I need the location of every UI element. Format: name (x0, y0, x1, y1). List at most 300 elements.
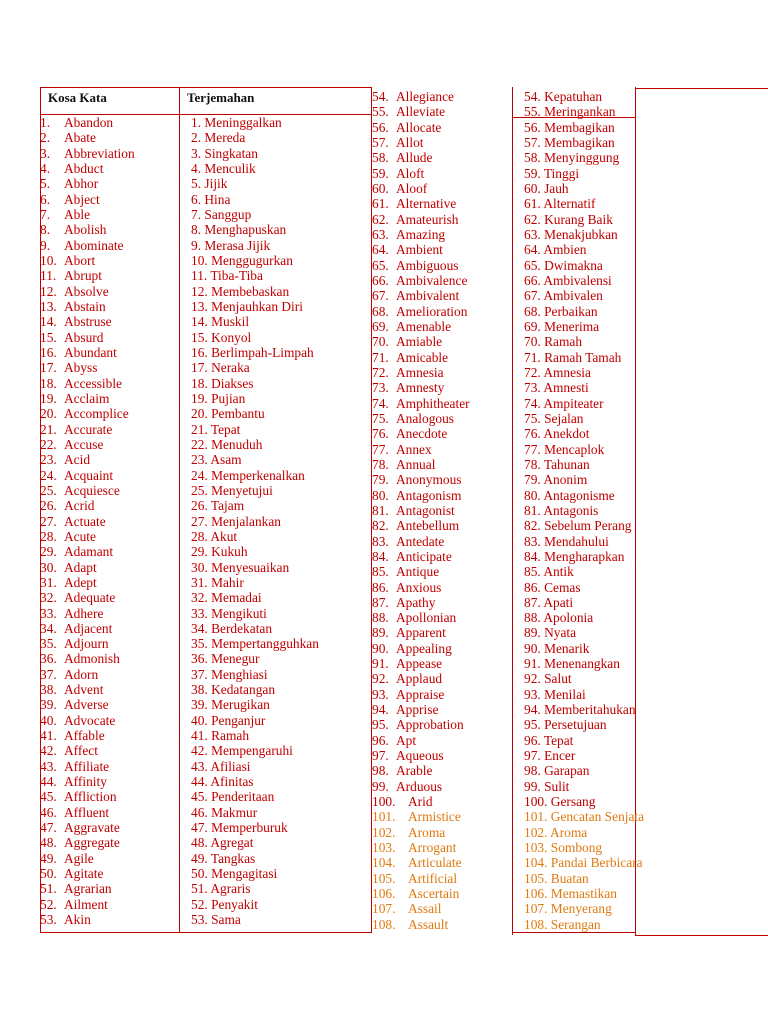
word-row (40, 376, 135, 391)
word-row (372, 595, 470, 610)
word-row (372, 503, 470, 518)
word-number: 29. (40, 544, 57, 560)
word-row (40, 284, 135, 299)
translation-row: 9. Merasa Jijik (191, 237, 271, 253)
word-row (372, 304, 470, 319)
word-row (372, 334, 470, 349)
english-word: Alternative (396, 196, 457, 212)
translation-row: 24. Memperkenalkan (191, 467, 305, 483)
word-number: 15. (40, 329, 57, 345)
word-number: 87. (372, 594, 389, 610)
translation-row: 62. Kurang Baik (524, 211, 613, 227)
translation-row: 79. Anonim (524, 472, 588, 488)
translation-row: 59. Tinggi (524, 165, 580, 181)
word-row (40, 636, 135, 651)
word-row (40, 606, 135, 621)
word-number: 18. (40, 375, 57, 391)
word-number: 19. (40, 390, 57, 406)
word-number: 36. (40, 651, 57, 667)
english-word: Adjourn (64, 636, 109, 652)
word-row (40, 330, 135, 345)
translation-row: 23. Asam (191, 452, 242, 468)
word-row (372, 135, 470, 150)
translation-row: 103. Sombong (524, 840, 603, 856)
word-number: 52. (40, 896, 57, 912)
table2-bottom-border (635, 935, 768, 936)
english-word: Allegiance (396, 89, 454, 104)
english-word: Analogous (396, 410, 455, 426)
translation-row: 55. Meringankan (524, 104, 616, 120)
english-word: Affinity (64, 774, 107, 790)
word-row (372, 288, 470, 303)
word-number: 51. (40, 881, 57, 897)
word-number: 13. (40, 298, 57, 314)
translation-row: 91. Menenangkan (524, 656, 620, 672)
english-word: Anecdote (396, 426, 448, 442)
word-row (40, 360, 135, 375)
english-word: Ailment (64, 896, 108, 912)
translation-row: 47. Memperburuk (191, 820, 288, 836)
word-number: 100. (372, 794, 396, 810)
word-number: 53. (40, 912, 57, 928)
word-row (40, 422, 135, 437)
word-number: 72. (372, 364, 389, 380)
translation-row: 17. Neraka (191, 360, 250, 376)
word-row (40, 268, 135, 283)
translation-row: 78. Tahunan (524, 456, 590, 472)
translation-row: 67. Ambivalen (524, 288, 603, 304)
translation-row: 71. Ramah Tamah (524, 349, 622, 365)
english-word: Abject (64, 191, 100, 207)
english-word: Agile (64, 850, 94, 866)
word-number: 38. (40, 682, 57, 698)
table2-mid-border (512, 87, 513, 935)
word-number: 1. (40, 115, 51, 130)
translation-row: 50. Mengagitasi (191, 866, 278, 882)
header-terjemahan: Terjemahan (187, 90, 255, 105)
translation-row: 58. Menyinggung (524, 150, 620, 166)
word-number: 77. (372, 441, 389, 457)
word-row (372, 442, 470, 457)
english-word: Ambivalent (396, 288, 460, 304)
word-row (372, 809, 470, 824)
word-row (372, 258, 470, 273)
english-word: Appealing (396, 640, 452, 656)
translation-row: 40. Penganjur (191, 712, 266, 728)
word-number: 91. (372, 656, 389, 672)
word-number: 64. (372, 242, 389, 258)
english-word: Ambivalence (396, 272, 468, 288)
word-row (40, 222, 135, 237)
english-word: Affable (64, 728, 105, 744)
english-word: Alleviate (396, 104, 446, 120)
english-word: Apparent (396, 625, 446, 641)
word-row (372, 104, 470, 119)
english-word: Arduous (396, 778, 443, 794)
table2-words-column (372, 89, 470, 932)
english-word: Affect (64, 743, 98, 759)
word-row (40, 130, 135, 145)
word-number: 35. (40, 636, 57, 652)
english-word: Adamant (64, 544, 114, 560)
word-number: 97. (372, 748, 389, 764)
word-number: 55. (372, 104, 389, 120)
english-word: Accomplice (64, 406, 129, 422)
word-row (40, 759, 135, 774)
word-number: 79. (372, 472, 389, 488)
translation-row: 21. Tepat (191, 421, 241, 437)
english-word: Antique (396, 564, 440, 580)
word-row (40, 774, 135, 789)
english-word: Adept (64, 574, 97, 590)
word-row (40, 743, 135, 758)
english-word: Admonish (64, 651, 120, 667)
english-word: Assault (408, 916, 449, 932)
translation-row: 11. Tiba-Tiba (191, 268, 263, 284)
word-number: 30. (40, 559, 57, 575)
word-number: 80. (372, 487, 389, 503)
word-row (40, 161, 135, 176)
word-row (372, 580, 470, 595)
translation-row: 48. Agregat (191, 835, 254, 851)
word-row (40, 115, 135, 130)
english-word: Adorn (64, 666, 99, 682)
word-number: 71. (372, 349, 389, 365)
word-number: 57. (372, 134, 389, 150)
english-word: Akin (64, 912, 91, 928)
translation-row: 99. Sulit (524, 778, 570, 794)
english-word: Abominate (64, 237, 124, 253)
word-number: 89. (372, 625, 389, 641)
english-word: Armistice (408, 809, 461, 825)
word-number: 41. (40, 728, 57, 744)
word-number: 84. (372, 548, 389, 564)
english-word: Anxious (396, 579, 442, 595)
word-row (372, 641, 470, 656)
english-word: Adhere (64, 605, 104, 621)
translation-row: 32. Memadai (191, 590, 262, 606)
english-word: Aqueous (396, 748, 444, 764)
word-number: 34. (40, 620, 57, 636)
translation-row: 63. Menakjubkan (524, 226, 618, 242)
table1-top-border (40, 87, 371, 88)
translation-row: 83. Mendahului (524, 533, 609, 549)
word-number: 3. (40, 145, 51, 161)
word-number: 46. (40, 804, 57, 820)
word-number: 44. (40, 774, 57, 790)
word-number: 106. (372, 886, 396, 902)
word-number: 20. (40, 406, 57, 422)
english-word: Absolve (64, 283, 109, 299)
word-number: 94. (372, 702, 389, 718)
word-row (372, 825, 470, 840)
translation-row: 22. Menuduh (191, 436, 263, 452)
word-row (40, 192, 135, 207)
english-word: Adequate (64, 590, 116, 606)
translation-row: 68. Perbaikan (524, 303, 598, 319)
english-word: Approbation (396, 717, 464, 733)
word-number: 73. (372, 380, 389, 396)
english-word: Amelioration (396, 303, 468, 319)
word-row (40, 146, 135, 161)
word-row (40, 437, 135, 452)
english-word: Abort (64, 252, 96, 268)
word-number: 65. (372, 257, 389, 273)
english-word: Appraise (396, 686, 445, 702)
translation-row: 16. Berlimpah-Limpah (191, 344, 314, 360)
word-row (372, 196, 470, 211)
word-row (372, 549, 470, 564)
english-word: Apprise (396, 702, 439, 718)
word-number: 99. (372, 778, 389, 794)
word-number: 68. (372, 303, 389, 319)
word-row (372, 273, 470, 288)
translation-row: 98. Garapan (524, 763, 590, 779)
english-word: Assail (408, 901, 442, 917)
english-word: Accurate (64, 421, 113, 437)
translation-row: 80. Antagonisme (524, 487, 615, 503)
english-word: Advent (64, 682, 104, 698)
table1-mid-border (179, 87, 180, 933)
word-row (372, 89, 470, 104)
word-number: 4. (40, 160, 51, 176)
word-number: 28. (40, 528, 57, 544)
translation-row: 4. Menculik (191, 160, 256, 176)
word-row (40, 805, 135, 820)
translation-row: 82. Sebelum Perang (524, 518, 632, 534)
english-word: Adjacent (64, 620, 113, 636)
word-row (372, 779, 470, 794)
translation-row: 77. Mencaplok (524, 441, 605, 457)
english-word: Amnesty (396, 380, 445, 396)
english-word: Amazing (396, 226, 446, 242)
word-number: 59. (372, 165, 389, 181)
word-number: 60. (372, 180, 389, 196)
translation-row: 1. Meninggalkan (191, 115, 282, 130)
word-row (372, 380, 470, 395)
translation-row: 102. Aroma (524, 824, 588, 840)
translation-row: 94. Memberitahukan (524, 702, 636, 718)
english-word: Abyss (64, 360, 98, 376)
word-row (372, 656, 470, 671)
translation-row: 66. Ambivalensi (524, 272, 612, 288)
translation-row: 53. Sama (191, 912, 241, 928)
english-word: Amnesia (396, 364, 444, 380)
english-word: Aggravate (64, 820, 120, 836)
english-word: Aroma (408, 824, 446, 840)
english-word: Annex (396, 441, 432, 457)
word-row (372, 763, 470, 778)
english-word: Absurd (64, 329, 104, 345)
english-word: Abandon (64, 115, 114, 130)
word-row (372, 901, 470, 916)
word-number: 48. (40, 835, 57, 851)
word-number: 11. (40, 268, 57, 284)
word-number: 78. (372, 456, 389, 472)
translation-row: 69. Menerima (524, 318, 600, 334)
translation-row: 45. Penderitaan (191, 789, 275, 805)
word-number: 86. (372, 579, 389, 595)
word-number: 75. (372, 410, 389, 426)
word-number: 5. (40, 176, 51, 192)
translation-row: 35. Mempertangguhkan (191, 636, 319, 652)
english-word: Applaud (396, 671, 443, 687)
translation-row: 106. Memastikan (524, 886, 617, 902)
translation-row: 28. Akut (191, 528, 238, 544)
english-word: Antagonist (396, 502, 455, 518)
word-row (372, 227, 470, 242)
translation-row: 7. Sanggup (191, 206, 252, 222)
english-word: Abduct (64, 160, 104, 176)
translation-row: 52. Penyakit (191, 896, 258, 912)
word-row (372, 120, 470, 135)
translation-row: 81. Antagonis (524, 502, 599, 518)
english-word: Acute (64, 528, 96, 544)
english-word: Appease (396, 656, 443, 672)
english-word: Acrid (64, 498, 95, 514)
word-number: 108. (372, 916, 396, 932)
english-word: Abbreviation (64, 145, 135, 161)
word-row (372, 671, 470, 686)
translation-row: 15. Konyol (191, 329, 252, 345)
english-word: Aggregate (64, 835, 120, 851)
word-row (40, 406, 135, 421)
translation-row: 104. Pandai Berbicara (524, 855, 643, 871)
translation-row: 39. Merugikan (191, 697, 270, 713)
translation-row: 74. Ampiteater (524, 395, 604, 411)
english-word: Abhor (64, 176, 99, 192)
english-word: Apollonian (396, 610, 457, 626)
word-number: 54. (372, 89, 389, 104)
english-word: Agitate (64, 866, 104, 882)
word-row (40, 253, 135, 268)
translation-row: 56. Membagikan (524, 119, 615, 135)
word-number: 16. (40, 344, 57, 360)
translation-row: 12. Membebaskan (191, 283, 290, 299)
english-word: Ambiguous (396, 257, 459, 273)
word-number: 92. (372, 671, 389, 687)
word-number: 40. (40, 712, 57, 728)
translation-row: 64. Ambien (524, 242, 587, 258)
english-word: Abate (64, 130, 96, 146)
word-row (372, 717, 470, 732)
word-number: 14. (40, 314, 57, 330)
english-word: Amphitheater (396, 395, 470, 411)
word-row (372, 687, 470, 702)
word-row (40, 713, 135, 728)
word-number: 96. (372, 732, 389, 748)
word-row (372, 518, 470, 533)
table1-words-column (40, 115, 135, 927)
translation-row: 51. Agraris (191, 881, 251, 897)
word-number: 81. (372, 502, 389, 518)
english-word: Ambient (396, 242, 443, 258)
translation-row: 43. Afiliasi (191, 758, 251, 774)
english-word: Antedate (396, 533, 445, 549)
translation-row: 31. Mahir (191, 574, 244, 590)
word-number: 76. (372, 426, 389, 442)
translation-row: 37. Menghiasi (191, 666, 268, 682)
word-number: 85. (372, 564, 389, 580)
word-row (40, 345, 135, 360)
translation-row: 10. Menggugurkan (191, 252, 293, 268)
translation-row: 8. Menghapuskan (191, 222, 287, 238)
word-row (40, 207, 135, 222)
english-word: Apathy (396, 594, 436, 610)
word-number: 83. (372, 533, 389, 549)
word-number: 107. (372, 901, 396, 917)
word-number: 103. (372, 840, 396, 856)
word-number: 10. (40, 252, 57, 268)
table2-row-mark-bottom (512, 932, 635, 933)
word-number: 32. (40, 590, 57, 606)
word-row (40, 483, 135, 498)
translation-row: 13. Menjauhkan Diri (191, 298, 303, 314)
word-row (40, 176, 135, 191)
translation-row: 65. Dwimakna (524, 257, 603, 273)
word-row (372, 472, 470, 487)
english-word: Adapt (64, 559, 97, 575)
word-row (40, 912, 135, 927)
word-number: 2. (40, 130, 51, 146)
english-word: Adverse (64, 697, 109, 713)
translation-row: 38. Kedatangan (191, 682, 276, 698)
word-row (40, 391, 135, 406)
word-row (40, 835, 135, 850)
word-number: 42. (40, 743, 57, 759)
translation-row: 75. Sejalan (524, 410, 584, 426)
word-number: 45. (40, 789, 57, 805)
translation-row: 26. Tajam (191, 498, 245, 514)
translation-row: 27. Menjalankan (191, 513, 281, 529)
word-row (40, 789, 135, 804)
word-row (372, 426, 470, 441)
word-number: 21. (40, 421, 57, 437)
word-row (40, 529, 135, 544)
english-word: Acquaint (64, 467, 114, 483)
translation-row: 86. Cemas (524, 579, 581, 595)
word-row (372, 488, 470, 503)
word-number: 66. (372, 272, 389, 288)
word-number: 62. (372, 211, 389, 227)
english-word: Aloof (396, 180, 428, 196)
word-number: 69. (372, 318, 389, 334)
translation-row: 25. Menyetujui (191, 482, 273, 498)
word-row (40, 728, 135, 743)
word-number: 104. (372, 855, 396, 871)
english-word: Arable (396, 763, 433, 779)
word-number: 58. (372, 150, 389, 166)
translation-row: 101. Gencatan Senjata (524, 809, 645, 825)
english-word: Abstain (64, 298, 106, 314)
word-row (372, 702, 470, 717)
word-row (40, 590, 135, 605)
word-row (40, 651, 135, 666)
table2-top-border (635, 88, 768, 89)
word-number: 50. (40, 866, 57, 882)
word-number: 82. (372, 518, 389, 534)
english-word: Acquiesce (64, 482, 120, 498)
english-word: Aloft (396, 165, 425, 181)
word-number: 95. (372, 717, 389, 733)
english-word: Antagonism (396, 487, 462, 503)
translation-row: 105. Buatan (524, 870, 589, 886)
word-number: 8. (40, 222, 51, 238)
english-word: Advocate (64, 712, 116, 728)
word-number: 22. (40, 436, 57, 452)
translation-row: 100. Gersang (524, 794, 596, 810)
word-row (40, 514, 135, 529)
